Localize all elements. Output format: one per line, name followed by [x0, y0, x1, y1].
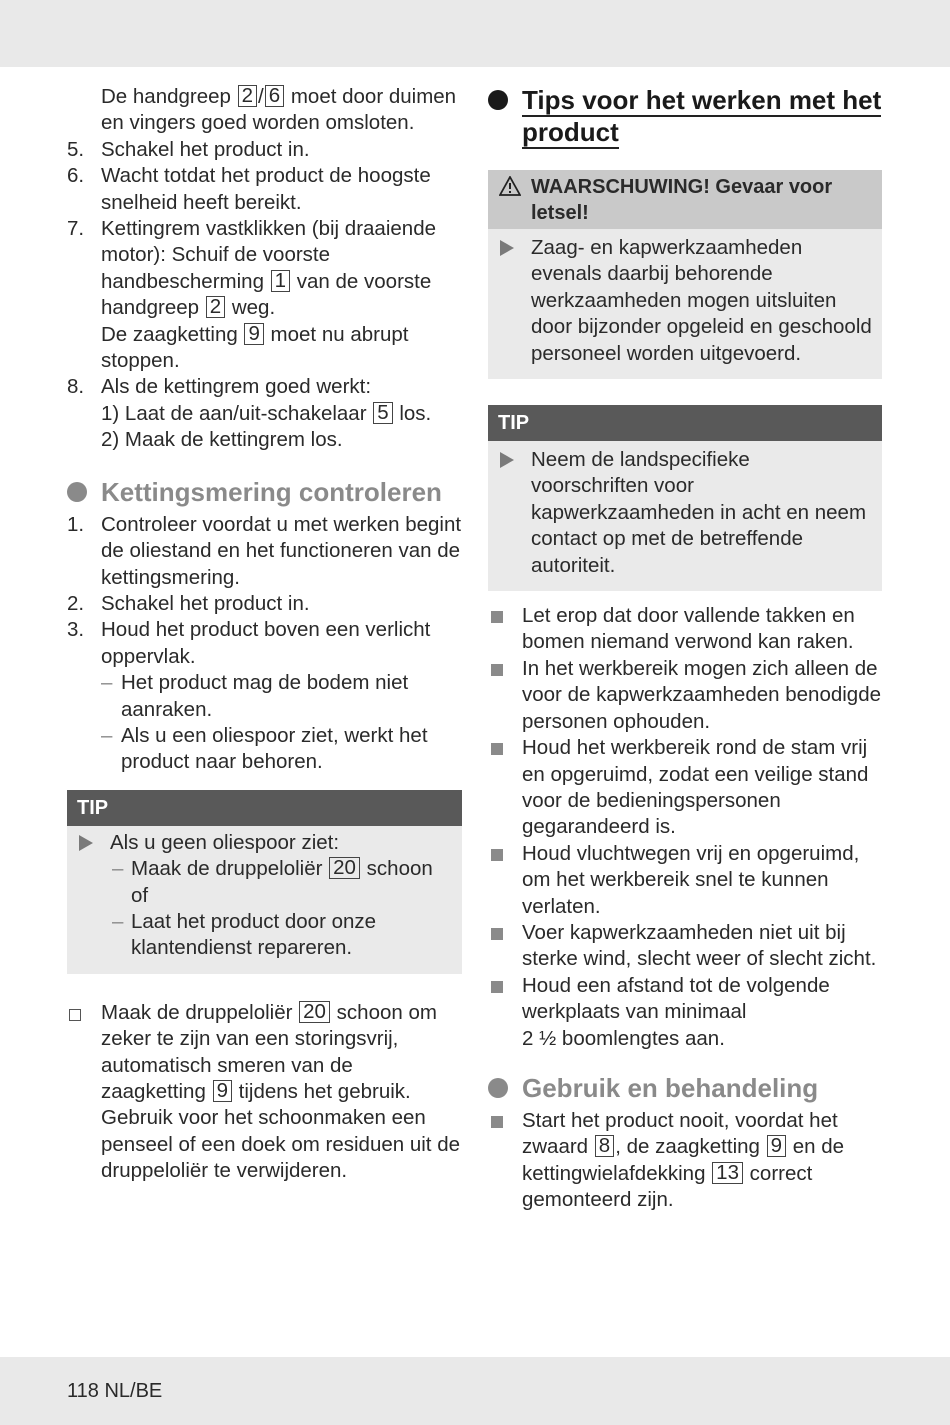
ref-number: 9: [244, 323, 263, 345]
ref-number: 2: [238, 85, 257, 107]
tip-lead: Als u geen oliespoor ziet:: [77, 830, 452, 856]
tip-box: [488, 405, 882, 591]
section-heading: Kettingsmering controleren: [67, 476, 462, 508]
ref-number: 8: [595, 1135, 614, 1157]
list-item: 6. Wacht totdat het product de hoogste snelheid heeft bereikt.: [67, 164, 431, 214]
bullet-dot-icon: [488, 1078, 508, 1098]
bullet-dot-icon: [67, 482, 87, 502]
list-item: Start het product nooit, voordat het zwaard 8 , de zaagketting 9 en de kettingwielafdekking 13 correct gemonteerd zijn.: [488, 1108, 882, 1214]
section-heading: Gebruik en behandeling: [488, 1072, 882, 1104]
list-item: Houd een afstand tot de volgende werkplaats van minimaal 2 ½ boomlengtes aan.: [488, 973, 882, 1052]
arrow-right-icon: [500, 452, 514, 468]
arrow-right-icon: [500, 240, 514, 256]
page-number: 118 NL/BE: [67, 1380, 163, 1402]
tip-label: TIP: [488, 405, 882, 441]
ref-number: 1: [271, 270, 290, 292]
square-bullet-icon: [491, 849, 503, 861]
list-item: Voer kapwerkzaamheden niet uit bij sterke wind, slecht weer of slecht zicht.: [488, 920, 882, 973]
list-item: 7. Kettingrem vastklikken (bij draaiende motor): Schuif de voorste handbescherming 1 van de voorste handgreep 2 weg. De zaagketting 9 moet nu abrupt stoppen.: [67, 217, 436, 373]
square-bullet-icon: [491, 664, 503, 676]
ref-number: 9: [213, 1080, 232, 1102]
warning-box: [488, 170, 882, 379]
square-bullet-icon: [491, 1116, 503, 1128]
ref-number: 2: [206, 296, 225, 318]
arrow-right-icon: [79, 835, 93, 851]
ref-number: 13: [712, 1162, 743, 1184]
list-item: 5. Schakel het product in.: [67, 137, 310, 161]
list-item: 3. Houd het product boven een verlicht oppervlak.: [67, 618, 431, 668]
checkbox-icon: [69, 1009, 81, 1021]
tip-label: TIP: [67, 790, 462, 826]
intro-paragraph: De handgreep 2 / 6 moet door duimen en vingers goed worden omsloten.: [101, 84, 457, 135]
ref-number: 6: [265, 85, 284, 107]
checkbox-paragraph: Maak de druppeloliër 20 schoon om zeker te zijn van een storingsvrij, automatisch smeren van de zaagketting 9 tijdens het gebruik. Gebruik voor het schoonmaken een penseel of een doek om residuen uit de druppeloliër te verwijderen.: [67, 1000, 462, 1185]
list-item: Let erop dat door vallende takken en bomen niemand verwond kan raken.: [488, 603, 882, 656]
ref-number: 20: [299, 1001, 330, 1023]
list-item: 2. Schakel het product in.: [67, 591, 310, 615]
list-item: Houd het werkbereik rond de stam vrij en opgeruimd, zodat een veilige stand voor de bedieningspersonen gegarandeerd is.: [488, 735, 882, 841]
list-item: 8. Als de kettingrem goed werkt: 1) Laat de aan/uit-schakelaar 5 los. 2) Maak de kettingrem los.: [67, 375, 432, 452]
ref-number: 9: [767, 1135, 786, 1157]
warning-heading: WAARSCHUWING! Gevaar voor letsel!: [488, 170, 882, 229]
dash-item: – Als u een oliespoor ziet, werkt het product naar behoren.: [101, 723, 428, 774]
list-item: In het werkbereik mogen zich alleen de voor de kapwerkzaamheden benodigde personen ophouden.: [488, 656, 882, 735]
square-bullet-icon: [491, 611, 503, 623]
square-bullet-icon: [491, 981, 503, 993]
list-item: 1. Controleer voordat u met werken begint de oliestand en het functioneren van de kettingsmering.: [67, 512, 462, 589]
tip-box: [67, 790, 462, 974]
header-band: [0, 0, 950, 67]
square-bullet-icon: [491, 743, 503, 755]
list-item: Houd vluchtwegen vrij en opgeruimd, om het werkbereik snel te kunnen verlaten.: [488, 841, 882, 920]
warning-icon: [499, 176, 521, 196]
ref-number: 20: [329, 857, 360, 879]
square-bullet-icon: [491, 928, 503, 940]
ref-number: 5: [373, 402, 392, 424]
dash-item: – Maak de druppeloliër 20 schoon of: [112, 856, 433, 907]
section-heading: Tips voor het werken met het product: [488, 84, 882, 148]
dash-item: – Het product mag de bodem niet aanraken.: [101, 671, 409, 721]
tip-text: Neem de landspecifieke voorschriften voor kapwerkzaamheden in acht en neem contact op met de betreffende autoriteit.: [498, 447, 872, 579]
right-column: [488, 84, 882, 1214]
warning-text: Zaag- en kapwerkzaamheden evenals daarbij behorende werkzaamheden mogen uitsluiten door bijzonder opgeleid en geschoold personeel worden uitgevoerd.: [498, 235, 872, 367]
bullet-dot-icon: [488, 90, 508, 110]
dash-item: – Laat het product door onze klantendienst repareren.: [112, 909, 377, 960]
left-column: [67, 84, 462, 1185]
